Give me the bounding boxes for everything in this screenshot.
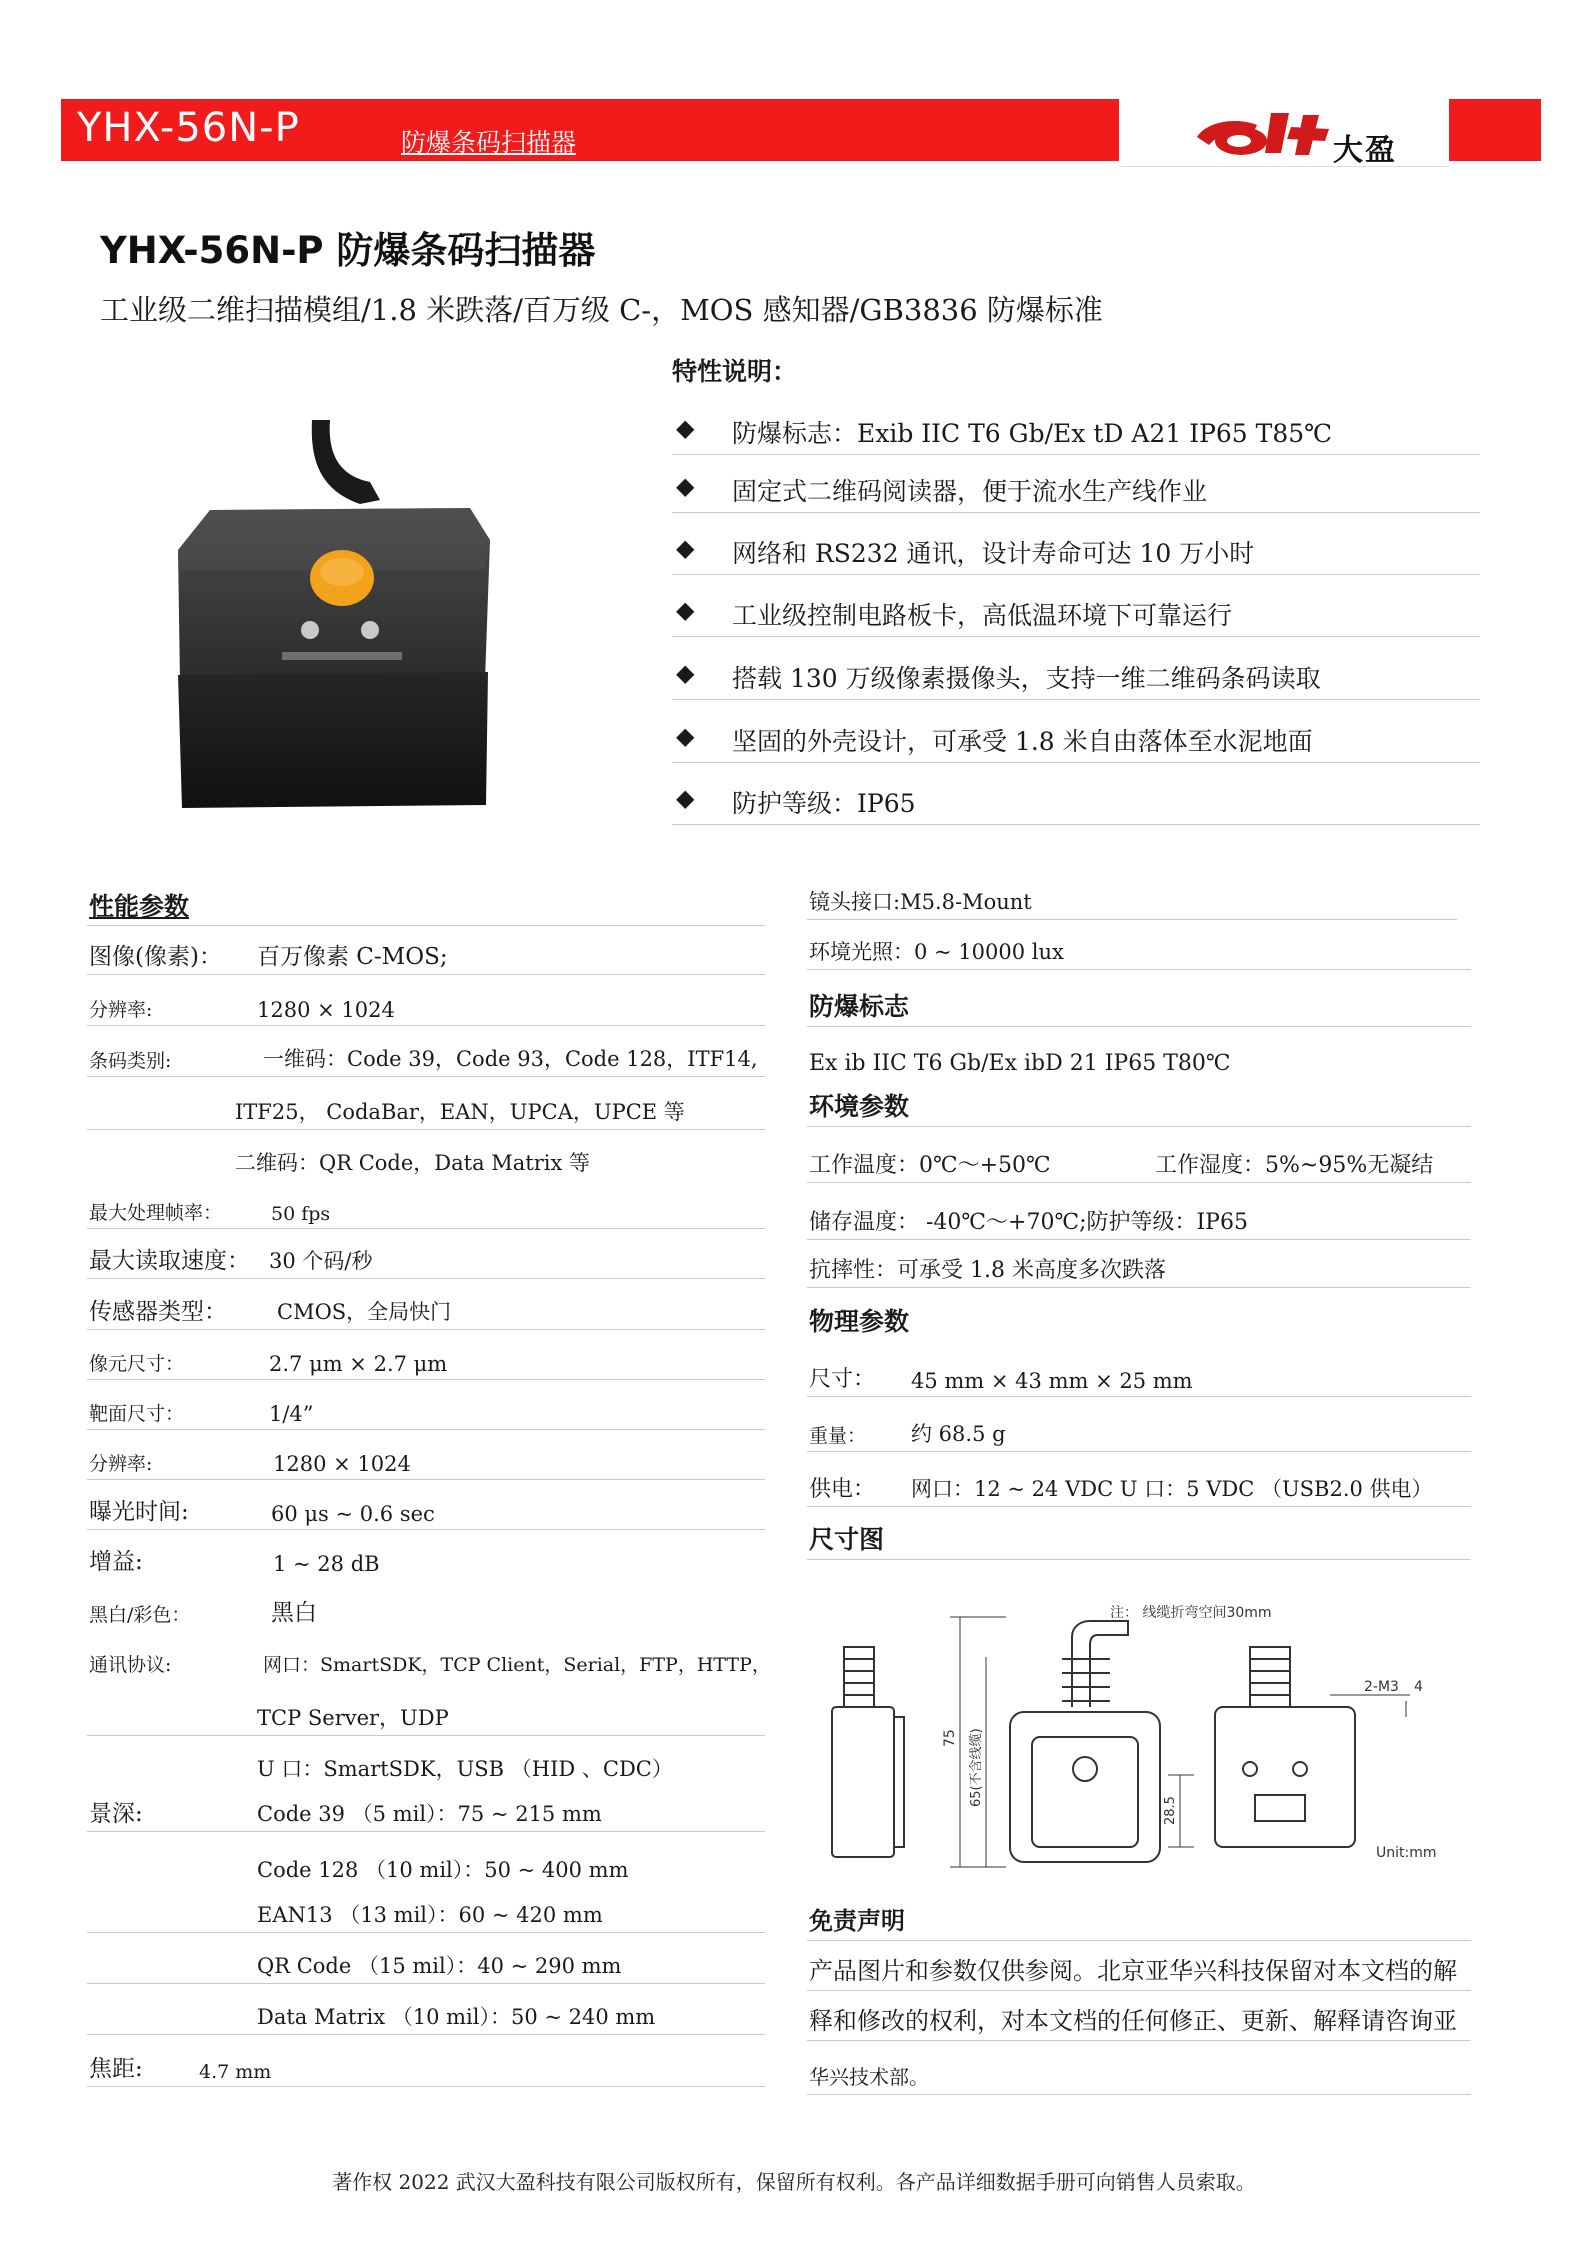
param-row-storage: 储存温度： -40℃～+70℃;防护等级：IP65 <box>807 1205 1471 1240</box>
param-row: 分辨率: 1280 × 1024 <box>87 991 765 1026</box>
param-row: 分辨率: 1280 × 1024 <box>87 1445 765 1480</box>
ex-section-header: 防爆标志 <box>807 990 1471 1027</box>
feature-item: ◆ 防护等级：IP65 <box>672 780 1480 825</box>
logo-mark-icon <box>1193 107 1333 159</box>
performance-section-header <box>87 889 765 926</box>
param-row: 靶面尺寸： 1/4” <box>87 1395 765 1430</box>
feature-item: ◆ 固定式二维码阅读器，便于流水生产线作业 <box>672 468 1480 513</box>
disclaimer-line: 产品图片和参数仅供参阅。北京亚华兴科技保留对本文档的解 <box>807 1946 1471 1991</box>
param-row-weight: 重量： 约 68.5 g <box>807 1415 1471 1452</box>
feature-item: ◆ 搭载 130 万级像素摄像头，支持一维二维码条码读取 <box>672 655 1480 700</box>
param-row-size: 尺寸： 45 mm × 43 mm × 25 mm <box>807 1360 1471 1397</box>
param-row-shock: 抗摔性：可承受 1.8 米高度多次跌落 <box>807 1253 1471 1288</box>
param-row: 景深: Code 39 （5 mil）：75 ~ 215 mm <box>87 1797 765 1832</box>
param-row: 像元尺寸： 2.7 μm × 2.7 μm <box>87 1345 765 1380</box>
disclaimer-line: 释和修改的权利，对本文档的任何修正、更新、解释请咨询亚 <box>807 1996 1471 2041</box>
diamond-bullet-icon: ◆ <box>676 659 695 687</box>
header-product-name: 防爆条码扫描器 <box>401 128 577 157</box>
param-row: 图像(像素)： 百万像素 C-MOS; <box>87 940 765 975</box>
feature-item: ◆ 坚固的外壳设计，可承受 1.8 米自由落体至水泥地面 <box>672 718 1480 763</box>
param-row: TCP Server，UDP <box>87 1701 765 1736</box>
param-row: 焦距: 4.7 mm <box>87 2052 765 2087</box>
disclaimer-line: 华兴技术部。 <box>807 2050 1471 2095</box>
param-row: 最大读取速度： 30 个码/秒 <box>87 1244 765 1279</box>
dim-label-75: 75 <box>942 1729 958 1747</box>
diamond-bullet-icon: ◆ <box>676 414 695 442</box>
param-row-power: 供电： 网口：12 ~ 24 VDC U 口：5 VDC （USB2.0 供电） <box>807 1470 1471 1507</box>
phys-section-header: 物理参数 <box>809 1307 910 1336</box>
diamond-bullet-icon: ◆ <box>676 722 695 750</box>
diamond-bullet-icon: ◆ <box>676 784 695 812</box>
brand-logo <box>1119 99 1449 167</box>
param-row: 黑白/彩色： 黑白 <box>89 1600 317 1626</box>
dim-label-65: 65(不含线缆) <box>969 1728 984 1807</box>
diamond-bullet-icon: ◆ <box>676 596 695 624</box>
param-row: 二维码：QR Code，Data Matrix 等 <box>235 1151 591 1175</box>
param-row: EAN13 （13 mil）：60 ~ 420 mm <box>87 1898 765 1933</box>
dim-section-header: 尺寸图 <box>807 1523 1471 1560</box>
disclaimer-header: 免责声明 <box>807 1900 1471 1941</box>
param-row: 曝光时间: 60 μs ~ 0.6 sec <box>87 1495 765 1530</box>
dim-label-28: 28.5 <box>1163 1796 1178 1825</box>
param-row: 传感器类型： CMOS，全局快门 <box>87 1295 765 1330</box>
dimension-drawing <box>810 1597 1470 1889</box>
param-row: U 口：SmartSDK，USB （HID 、CDC） <box>257 1757 673 1781</box>
feature-item: ◆ 防爆标志：Exib IIC T6 Gb/Ex tD A21 IP65 T85℃ <box>672 410 1480 455</box>
dim-label-m3: 2-M3 <box>1364 1679 1399 1695</box>
param-row: 最大处理帧率： 50 fps <box>87 1194 765 1229</box>
header-bar <box>61 99 1541 168</box>
features-title: 特性说明： <box>672 357 798 386</box>
performance-title: 性能参数 <box>89 892 190 921</box>
footer-copyright: 著作权 2022 武汉大盈科技有限公司版权所有，保留所有权利。各产品详细数据手册可向销售人员索取。 <box>332 2170 1256 2194</box>
header-model: YHX-56N-P <box>77 105 300 151</box>
param-row: 增益: 1 ~ 28 dB <box>89 1549 380 1576</box>
param-row-ex: Ex ib IIC T6 Gb/Ex ibD 21 IP65 T80℃ <box>809 1051 1231 1076</box>
logo-text: 大盈 <box>1333 133 1397 168</box>
param-row-ambient: 环境光照：0 ~ 10000 lux <box>807 935 1471 970</box>
diamond-bullet-icon: ◆ <box>676 472 695 500</box>
param-row: ITF25， CodaBar，EAN，UPCA，UPCE 等 <box>87 1095 765 1130</box>
param-row: 条码类别: 一维码：Code 39，Code 93，Code 128，ITF14, <box>87 1042 765 1077</box>
dim-label-4: 4 <box>1414 1679 1423 1695</box>
feature-item: ◆ 工业级控制电路板卡，高低温环境下可靠运行 <box>672 592 1480 637</box>
diamond-bullet-icon: ◆ <box>676 534 695 562</box>
param-row: Data Matrix （10 mil）：50 ~ 240 mm <box>87 2000 765 2035</box>
dim-note: 注： 线缆折弯空间30mm <box>1110 1605 1272 1621</box>
param-row: QR Code （15 mil）：40 ~ 290 mm <box>87 1949 765 1984</box>
param-row-work: 工作温度：0℃～+50℃ 工作湿度：5%~95%无凝结 <box>807 1148 1471 1183</box>
dim-unit: Unit:mm <box>1376 1845 1437 1861</box>
env-section-header: 环境参数 <box>807 1090 1471 1127</box>
page-title: YHX-56N-P 防爆条码扫描器 <box>100 229 596 272</box>
feature-item: ◆ 网络和 RS232 通讯，设计寿命可达 10 万小时 <box>672 530 1480 575</box>
param-row: Code 128 （10 mil）：50 ~ 400 mm <box>257 1858 629 1882</box>
param-row-lens: 镜头接口:M5.8-Mount <box>807 885 1457 920</box>
page-subtitle: 工业级二维扫描模组/1.8 米跌落/百万级 C-，MOS 感知器/GB3836 防爆标准 <box>100 293 1103 327</box>
product-photo-scanner <box>170 420 540 820</box>
param-row: 通讯协议: 网口：SmartSDK，TCP Client，Serial，FTP，HTTP， <box>89 1654 771 1676</box>
